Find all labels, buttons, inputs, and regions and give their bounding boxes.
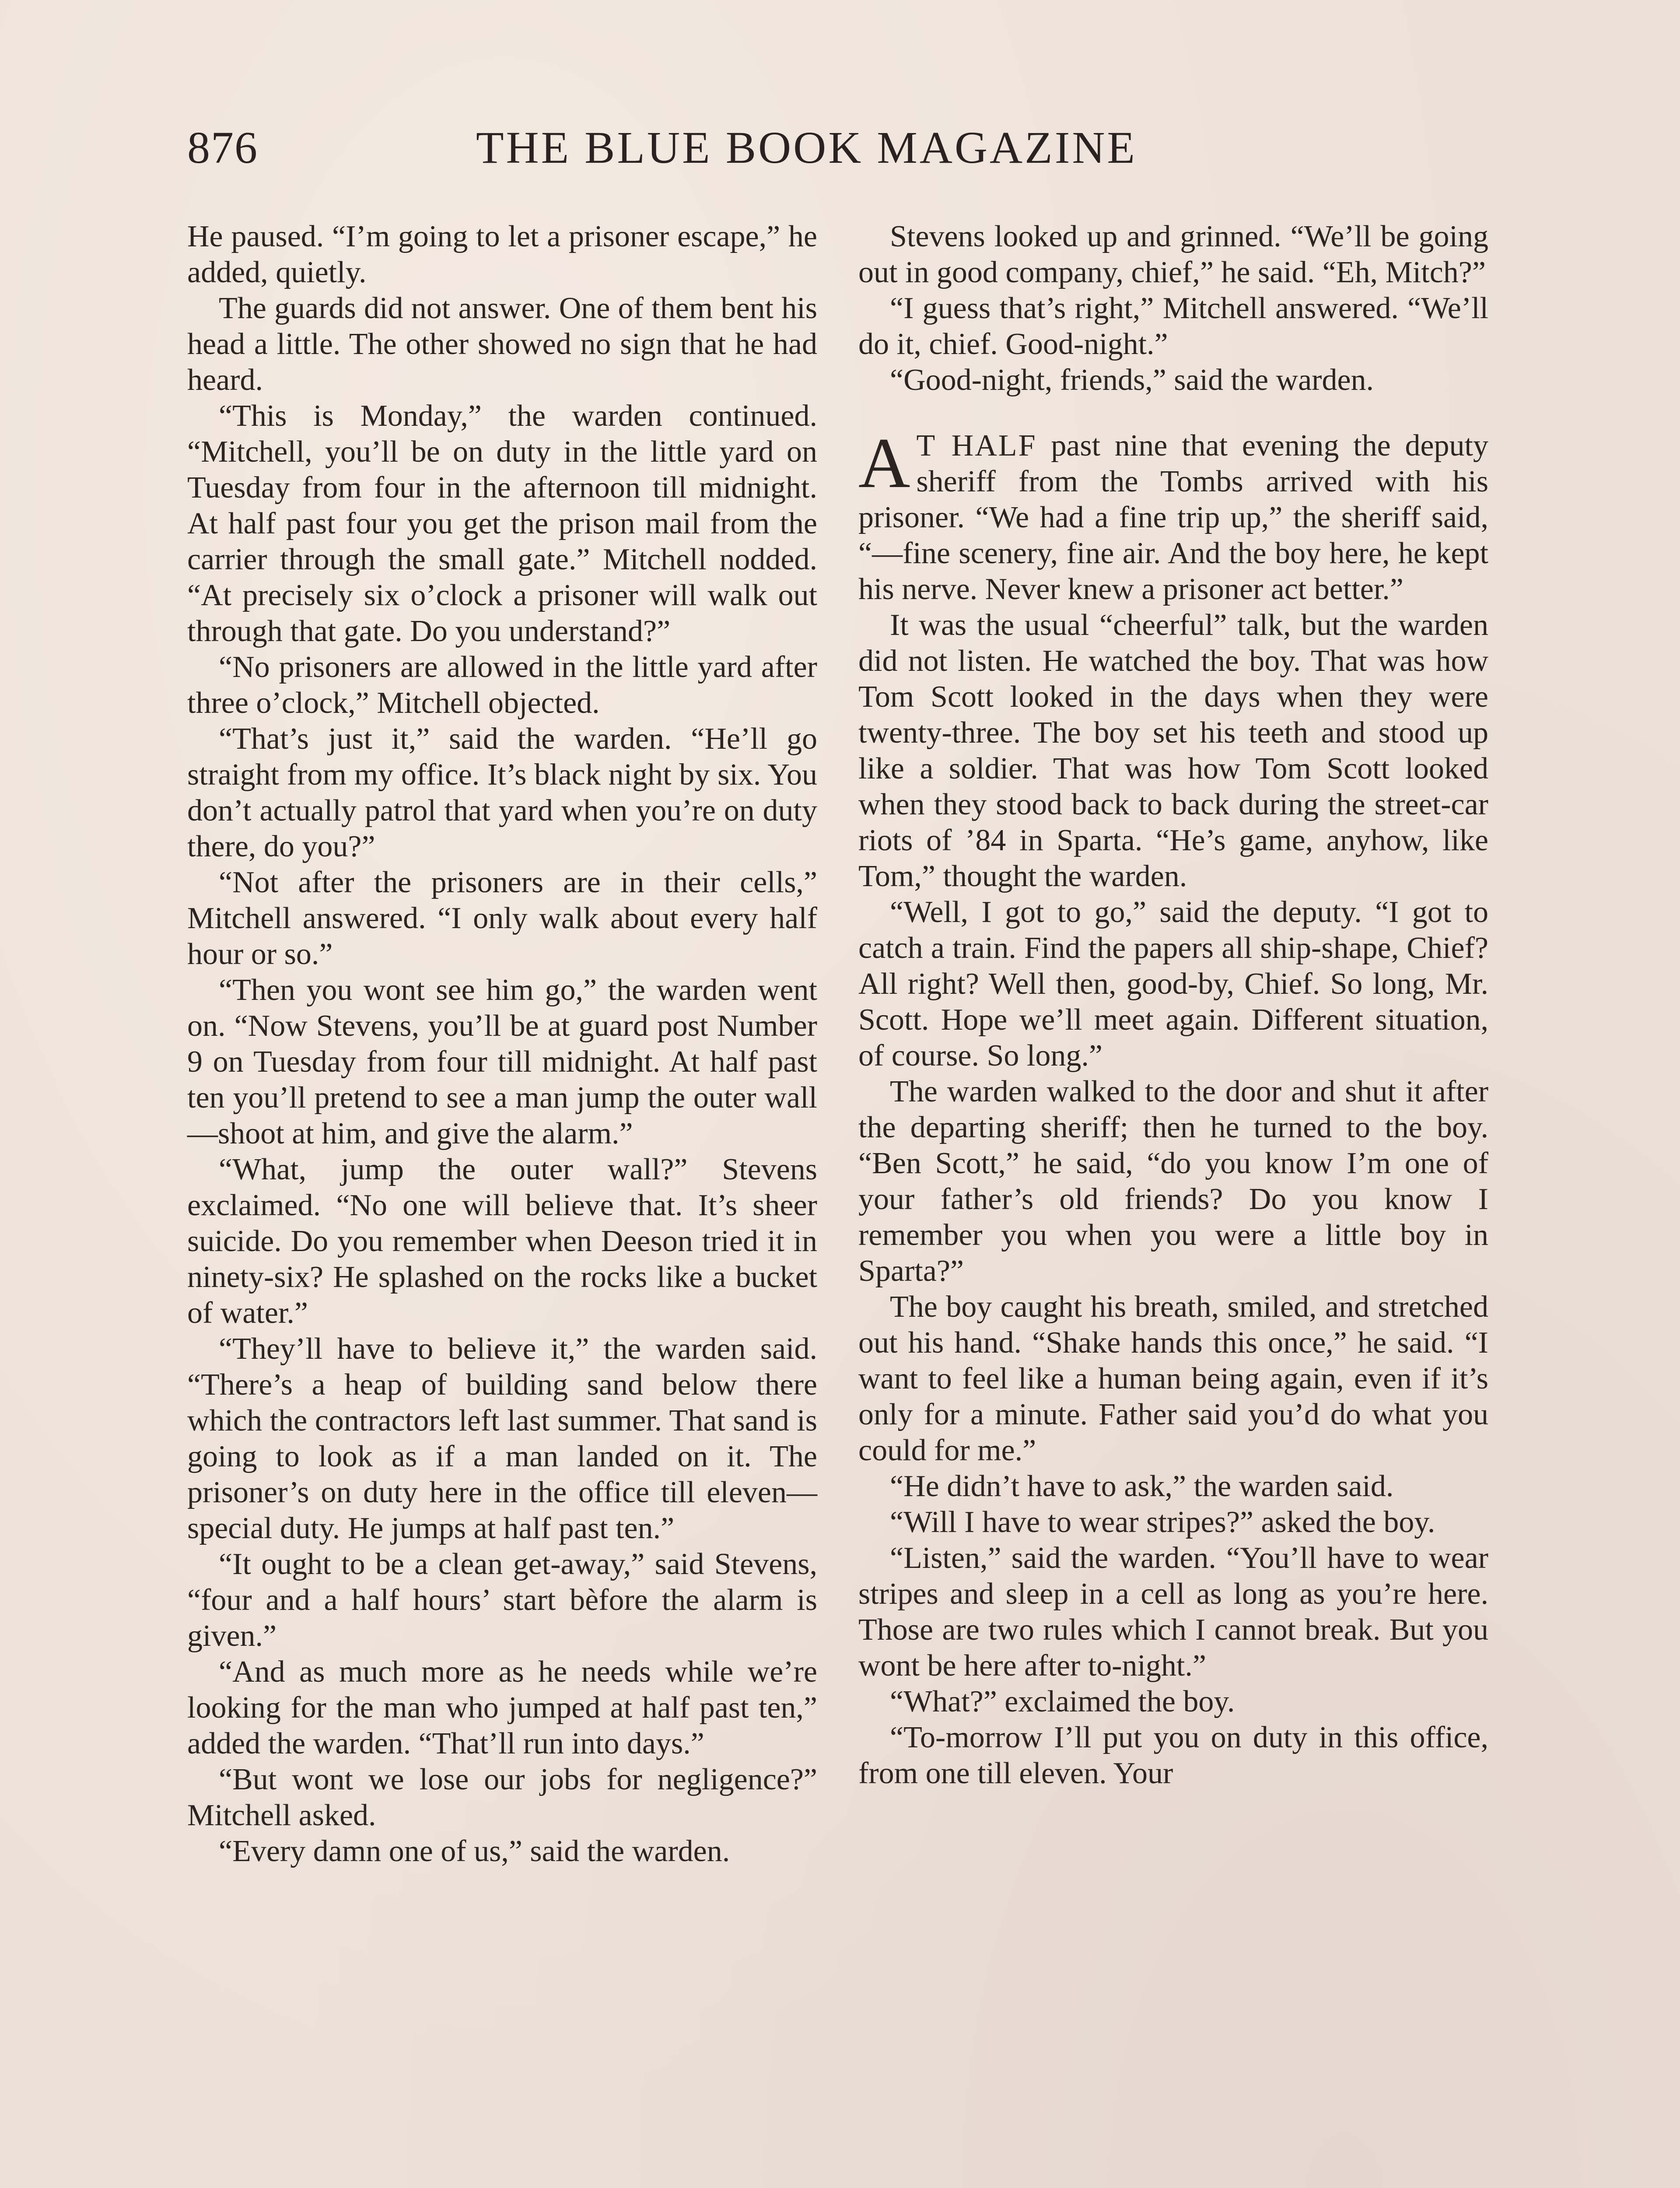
paragraph: “Will I have to wear stripes?” asked the boy.	[890, 1505, 1435, 1539]
right-column	[858, 219, 1488, 1792]
paragraph: The boy caught his breath, smiled, and stretched out his hand. “Shake hands this once,” he said. “I want to feel like a human being again, even if it’s only for a minute. Father said you’d do what you could for me.”	[858, 1290, 1488, 1467]
paragraph: He paused. “I’m going to let a prisoner escape,” he added, quietly.	[187, 220, 817, 289]
lead-in-text: T HALF	[916, 429, 1037, 463]
paragraph: “Then you wont see him go,” the warden went on. “Now Stevens, you’ll be at guard post Number 9 on Tuesday from four till midnight. At half past ten you’ll pretend to see a man jump the outer wall—shoot at him, and give the alarm.”	[187, 973, 817, 1150]
paragraph: “Good-night, friends,” said the warden.	[890, 363, 1374, 397]
paragraph: “And as much more as he needs while we’re looking for the man who jumped at half past ten,” added the warden. “That’ll run into days.”	[187, 1655, 817, 1760]
paragraph: “It ought to be a clean get-away,” said Stevens, “four and a half hours’ start bèfore the alarm is given.”	[187, 1547, 817, 1653]
paragraph: “This is Monday,” the warden continued. “Mitchell, you’ll be on duty in the little yard on Tuesday from four in the afternoon till midnight. At half past four you get the prison mail from the carrier through the small gate.” Mitchell nodded. “At precisely six o’clock a prisoner will walk out through that gate. Do you understand?”	[187, 399, 817, 648]
page-header	[187, 118, 1211, 188]
paragraph: “Well, I got to go,” said the deputy. “I got to catch a train. Find the papers all ship-shape, Chief? All right? Well then, good-by, Chief. So long, Mr. Scott. Hope we’ll meet again. Different situation, of course. So long.”	[858, 895, 1488, 1073]
paragraph: “He didn’t have to ask,” the warden said.	[890, 1469, 1394, 1503]
paragraph: The warden walked to the door and shut it after the departing sheriff; then he turned to the boy. “Ben Scott,” he said, “do you know I’m one of your father’s old friends? Do you know I remember you when you were a little boy in Sparta?”	[858, 1075, 1488, 1288]
paragraph: “No prisoners are allowed in the little yard after three o’clock,” Mitchell objected.	[187, 650, 817, 720]
section-opening-text: past nine that evening the deputy sheriff from the Tombs arrived with his prisoner. “We had a fine trip up,” the sheriff said, “—fine scenery, fine air. And the boy here, he kept his nerve. Never knew a prisoner act better.”	[858, 429, 1488, 606]
magazine-title: THE BLUE BOOK MAGAZINE	[476, 123, 1137, 173]
paragraph: “I guess that’s right,” Mitchell answered. “We’ll do it, chief. Good-night.”	[858, 291, 1488, 361]
paragraph: It was the usual “cheerful” talk, but the warden did not listen. He watched the boy. That was how Tom Scott looked in the days when they were twenty-three. The boy set his teeth and stood up like a soldier. That was how Tom Scott looked when they stood back to back during the street-car riots of ’84 in Sparta. “He’s game, anyhow, like Tom,” thought the warden.	[858, 608, 1488, 893]
paragraph: The guards did not answer. One of them bent his head a little. The other showed no sign that he had heard.	[187, 291, 817, 397]
paragraph: “They’ll have to believe it,” the warden said. “There’s a heap of building sand below there which the contractors left last summer. That sand is going to look as if a man landed on it. The prisoner’s on duty here in the office till eleven—special duty. He jumps at half past ten.”	[187, 1332, 817, 1545]
paragraph: Stevens looked up and grinned. “We’ll be going out in good company, chief,” he said. “Eh, Mitch?”	[858, 220, 1488, 289]
paragraph: “Listen,” said the warden. “You’ll have to wear stripes and sleep in a cell as long as you’re here. Those are two rules which I cannot break. But you wont be here after to-night.”	[858, 1541, 1488, 1683]
paragraph: “That’s just it,” said the warden. “He’ll go straight from my office. It’s black night by six. You don’t actually patrol that yard when you’re on duty there, do you?”	[187, 722, 817, 863]
paragraph: “To-morrow I’ll put you on duty in this office, from one till eleven. Your	[858, 1721, 1488, 1790]
section-opening-paragraph	[858, 424, 1488, 607]
paragraph: “Not after the prisoners are in their cells,” Mitchell answered. “I only walk about every half hour or so.”	[187, 866, 817, 971]
paragraph: “What, jump the outer wall?” Stevens exclaimed. “No one will believe that. It’s sheer suicide. Do you remember when Deeson tried it in ninety-six? He splashed on the rocks like a bucket of water.”	[187, 1153, 817, 1330]
paragraph: “But wont we lose our jobs for negligence?” Mitchell asked.	[187, 1763, 817, 1832]
drop-cap: A	[858, 424, 910, 503]
page-number: 876	[187, 123, 258, 173]
paragraph: “Every damn one of us,” said the warden.	[219, 1834, 730, 1868]
section-break	[858, 398, 1488, 428]
left-column	[187, 219, 817, 1869]
paragraph: “What?” exclaimed the boy.	[890, 1685, 1235, 1718]
